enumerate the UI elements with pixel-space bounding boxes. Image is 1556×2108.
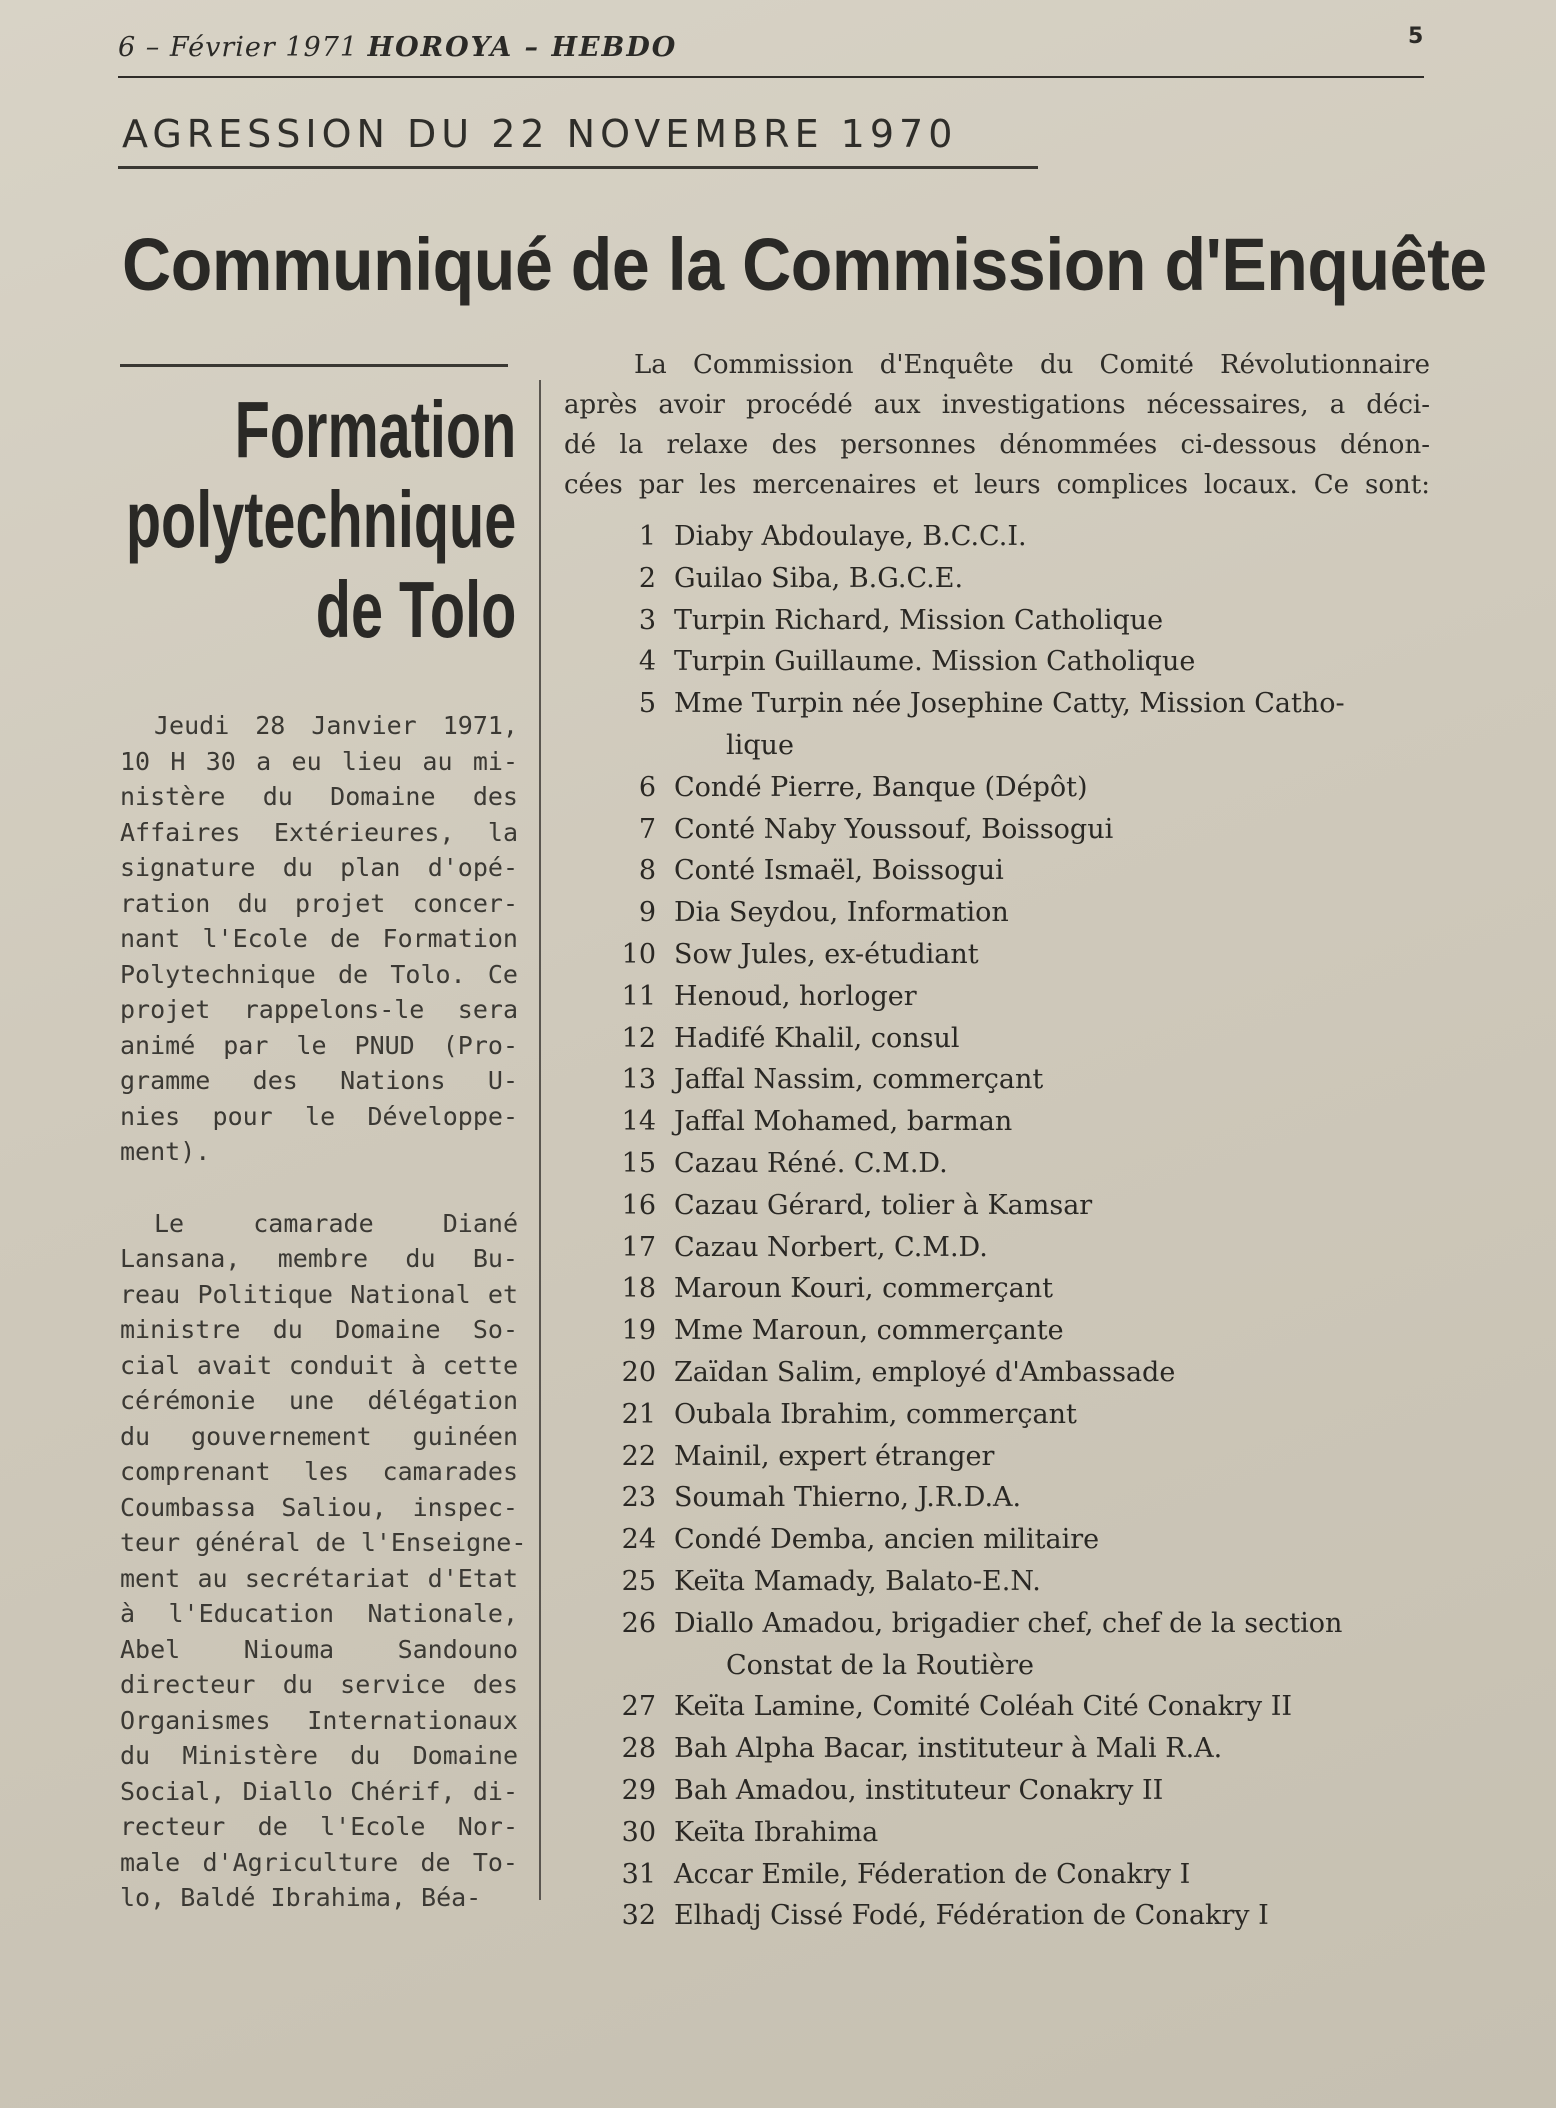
list-item-text: Dia Seydou, Information xyxy=(674,897,1009,929)
list-item-text: Cazau Réné. C.M.D. xyxy=(674,1147,948,1179)
list-item-number: 30 xyxy=(621,1816,656,1848)
list-item-text: Keïta Mamady, Balato-E.N. xyxy=(674,1565,1041,1597)
text-line: Jeudi 28 Janvier 1971, xyxy=(154,711,518,740)
list-item-number: 9 xyxy=(638,897,656,929)
list-item-number: 11 xyxy=(621,980,656,1012)
list-item-text: Cazau Gérard, tolier à Kamsar xyxy=(674,1189,1093,1221)
intro-line: après avoir procédé aux investigations nécessaires, a déci- xyxy=(564,390,1430,420)
list-item xyxy=(606,1519,1446,1561)
kicker-rule xyxy=(118,166,1038,169)
sidebar-title-line: polytechnique xyxy=(125,475,516,564)
text-line: ment). xyxy=(120,1137,211,1166)
page-number: 5 xyxy=(1408,24,1424,49)
list-item-number: 3 xyxy=(638,604,656,636)
list-item-number: 14 xyxy=(621,1106,656,1138)
intro-line: dé la relaxe des personnes dénommées ci-dessous dénon- xyxy=(564,430,1430,460)
text-line: nistère du Domaine des xyxy=(120,782,518,811)
text-line: Coumbassa Saliou, inspec- xyxy=(120,1492,518,1522)
text-line: ration du projet concer- xyxy=(120,888,518,918)
list-item xyxy=(606,809,1446,851)
text-line: Organismes Internationaux xyxy=(120,1705,518,1735)
list-item-number: 6 xyxy=(638,771,656,803)
text-line: signature du plan d'opé- xyxy=(120,853,518,882)
section-kicker: AGRESSION DU 22 NOVEMBRE 1970 xyxy=(122,112,958,156)
text-line: reau Politique National et xyxy=(120,1279,518,1309)
text-line: Le camarade Diané xyxy=(154,1208,518,1238)
list-item xyxy=(606,1728,1446,1770)
list-item xyxy=(606,558,1446,600)
list-item-text: Hadifé Khalil, consul xyxy=(674,1022,960,1054)
sidebar-article xyxy=(120,708,527,1916)
sidebar-paragraph-1 xyxy=(120,708,518,1170)
list-item-text: Zaïdan Salim, employé d'Ambassade xyxy=(674,1356,1176,1388)
sidebar-title xyxy=(126,385,516,655)
list-item-text: Condé Pierre, Banque (Dépôt) xyxy=(674,771,1088,803)
text-line: ministre du Domaine So- xyxy=(120,1315,518,1344)
list-item xyxy=(606,1436,1446,1478)
list-item-number: 13 xyxy=(621,1064,656,1096)
list-item-continuation: lique xyxy=(726,729,794,761)
communique-intro xyxy=(564,345,1430,505)
text-line: Abel Niouma Sandouno xyxy=(120,1634,518,1664)
sidebar-paragraph-2 xyxy=(120,1206,527,1916)
list-item-continuation: Constat de la Routière xyxy=(726,1649,1035,1681)
list-item-number: 5 xyxy=(638,688,656,720)
text-line: directeur du service des xyxy=(120,1670,518,1699)
list-item-number: 27 xyxy=(621,1691,656,1723)
list-item xyxy=(606,516,1446,558)
list-item-number: 8 xyxy=(638,855,656,887)
list-item-number: 24 xyxy=(621,1524,656,1556)
text-line: animé par le PNUD (Pro- xyxy=(120,1030,518,1060)
list-item-number: 10 xyxy=(621,938,656,970)
list-item xyxy=(606,1477,1446,1519)
text-line: Social, Diallo Chérif, di- xyxy=(120,1776,518,1806)
list-item-number: 20 xyxy=(621,1356,656,1388)
header-date: 6 – Février 1971 xyxy=(118,32,359,63)
list-item-number: 18 xyxy=(621,1273,656,1305)
text-line: Affaires Extérieures, la xyxy=(120,817,518,847)
text-line: nies pour le Développe- xyxy=(120,1101,518,1131)
text-line: gramme des Nations U- xyxy=(120,1066,518,1095)
list-item-text: Guilao Siba, B.G.C.E. xyxy=(674,562,964,594)
list-item-number: 31 xyxy=(621,1858,656,1890)
list-item-number: 19 xyxy=(621,1315,656,1347)
text-line: à l'Education Nationale, xyxy=(120,1599,518,1628)
list-item xyxy=(606,1812,1446,1854)
list-item xyxy=(606,1770,1446,1812)
article-title: Communiqué de la Commission d'Enquête xyxy=(122,223,1487,306)
list-item-number: 22 xyxy=(621,1440,656,1472)
list-item-number: 32 xyxy=(621,1900,656,1932)
intro-line: La Commission d'Enquête du Comité Révolutionnaire xyxy=(634,350,1430,380)
intro-line: cées par les mercenaires et leurs complices locaux. Ce sont: xyxy=(564,470,1430,500)
list-item xyxy=(606,934,1446,976)
list-item-text: Turpin Guillaume. Mission Catholique xyxy=(674,646,1196,678)
released-persons-list xyxy=(606,516,1446,1937)
list-item xyxy=(606,1394,1446,1436)
list-item-text: Diallo Amadou, brigadier chef, chef de la section xyxy=(674,1607,1343,1639)
text-line: ment au secrétariat d'Etat xyxy=(120,1563,518,1593)
list-item-text: Soumah Thierno, J.R.D.A. xyxy=(674,1482,1022,1514)
list-item xyxy=(606,600,1446,642)
list-item-text: Maroun Kouri, commerçant xyxy=(674,1273,1053,1305)
list-item xyxy=(606,1854,1446,1896)
list-item-text: Mainil, expert étranger xyxy=(674,1440,995,1472)
list-item-text: Cazau Norbert, C.M.D. xyxy=(674,1231,988,1263)
list-item-number: 29 xyxy=(621,1774,656,1806)
text-line: nant l'Ecole de Formation xyxy=(120,924,518,953)
list-item-text: Jaffal Mohamed, barman xyxy=(674,1106,1013,1138)
list-item xyxy=(606,976,1446,1018)
list-item-text: Diaby Abdoulaye, B.C.C.I. xyxy=(674,521,1027,552)
list-item xyxy=(606,1101,1446,1143)
text-line: male d'Agriculture de To- xyxy=(120,1847,518,1877)
text-line: recteur de l'Ecole Nor- xyxy=(120,1812,518,1841)
list-item xyxy=(606,1310,1446,1352)
list-item-text: Bah Alpha Bacar, instituteur à Mali R.A. xyxy=(674,1733,1223,1765)
list-item xyxy=(606,850,1446,892)
text-line: comprenant les camarades xyxy=(120,1457,518,1486)
list-item-text: Mme Maroun, commerçante xyxy=(674,1315,1064,1347)
list-item xyxy=(606,1143,1446,1185)
list-item-text: Jaffal Nassim, commerçant xyxy=(674,1064,1044,1096)
list-item-number: 25 xyxy=(621,1565,656,1597)
header-rule xyxy=(118,76,1424,78)
list-item-text: Henoud, horloger xyxy=(674,980,917,1012)
list-item-text: Turpin Richard, Mission Catholique xyxy=(674,604,1164,636)
list-item-text: Conté Naby Youssouf, Boissogui xyxy=(674,813,1114,845)
list-item xyxy=(606,1018,1446,1060)
sidebar-top-rule xyxy=(120,364,508,367)
text-line: du Ministère du Domaine xyxy=(120,1741,518,1770)
list-item-text: Keïta Ibrahima xyxy=(674,1816,879,1848)
list-item xyxy=(606,1686,1446,1728)
list-item-number: 12 xyxy=(621,1022,656,1054)
list-item-number: 15 xyxy=(621,1147,656,1179)
list-item-number: 21 xyxy=(621,1398,656,1430)
list-item-number: 1 xyxy=(638,521,656,552)
list-item-number: 4 xyxy=(638,646,656,678)
list-item xyxy=(606,767,1446,809)
list-item xyxy=(606,1059,1446,1101)
text-line: Polytechnique de Tolo. Ce xyxy=(120,959,518,989)
text-line: Lansana, membre du Bu- xyxy=(120,1244,518,1273)
list-item-number: 26 xyxy=(621,1607,656,1639)
list-item xyxy=(606,641,1446,683)
text-line: 10 H 30 a eu lieu au mi- xyxy=(120,746,518,776)
list-item xyxy=(606,683,1446,767)
list-item xyxy=(606,1268,1446,1310)
list-item xyxy=(606,1561,1446,1603)
list-item-text: Conté Ismaël, Boissogui xyxy=(674,855,1004,887)
text-line: du gouvernement guinéen xyxy=(120,1421,518,1451)
sidebar-title-line: de Tolo xyxy=(315,565,516,654)
list-item-text: Elhadj Cissé Fodé, Fédération de Conakry I xyxy=(674,1900,1269,1932)
text-line: lo, Baldé Ibrahima, Béa- xyxy=(120,1883,482,1912)
list-item-number: 17 xyxy=(621,1231,656,1263)
header-publication: HOROYA – HEBDO xyxy=(367,32,678,63)
list-item xyxy=(606,1895,1446,1937)
list-item-number: 23 xyxy=(621,1482,656,1514)
list-item-text: Sow Jules, ex-étudiant xyxy=(674,938,979,970)
text-line: cérémonie une délégation xyxy=(120,1386,518,1415)
list-item xyxy=(606,1603,1446,1687)
list-item-text: Keïta Lamine, Comité Coléah Cité Conakry II xyxy=(674,1691,1293,1723)
list-item xyxy=(606,1185,1446,1227)
sidebar-title-line: Formation xyxy=(234,385,516,474)
list-item-number: 2 xyxy=(638,562,656,594)
list-item-text: Accar Emile, Féderation de Conakry I xyxy=(674,1858,1191,1890)
list-item-number: 16 xyxy=(621,1189,656,1221)
list-item-text: Mme Turpin née Josephine Catty, Mission Catho- xyxy=(674,688,1345,720)
text-line: cial avait conduit à cette xyxy=(120,1350,518,1380)
text-line: teur général de l'Enseigne- xyxy=(120,1528,527,1557)
column-rule xyxy=(539,380,541,1900)
list-item-text: Oubala Ibrahim, commerçant xyxy=(674,1398,1077,1430)
list-item xyxy=(606,892,1446,934)
list-item-text: Bah Amadou, instituteur Conakry II xyxy=(674,1774,1164,1806)
list-item xyxy=(606,1352,1446,1394)
list-item xyxy=(606,1227,1446,1269)
list-item-number: 7 xyxy=(638,813,656,845)
text-line: projet rappelons-le sera xyxy=(120,995,518,1024)
page-header xyxy=(118,32,677,63)
list-item-text: Condé Demba, ancien militaire xyxy=(674,1524,1100,1556)
list-item-number: 28 xyxy=(621,1733,656,1765)
